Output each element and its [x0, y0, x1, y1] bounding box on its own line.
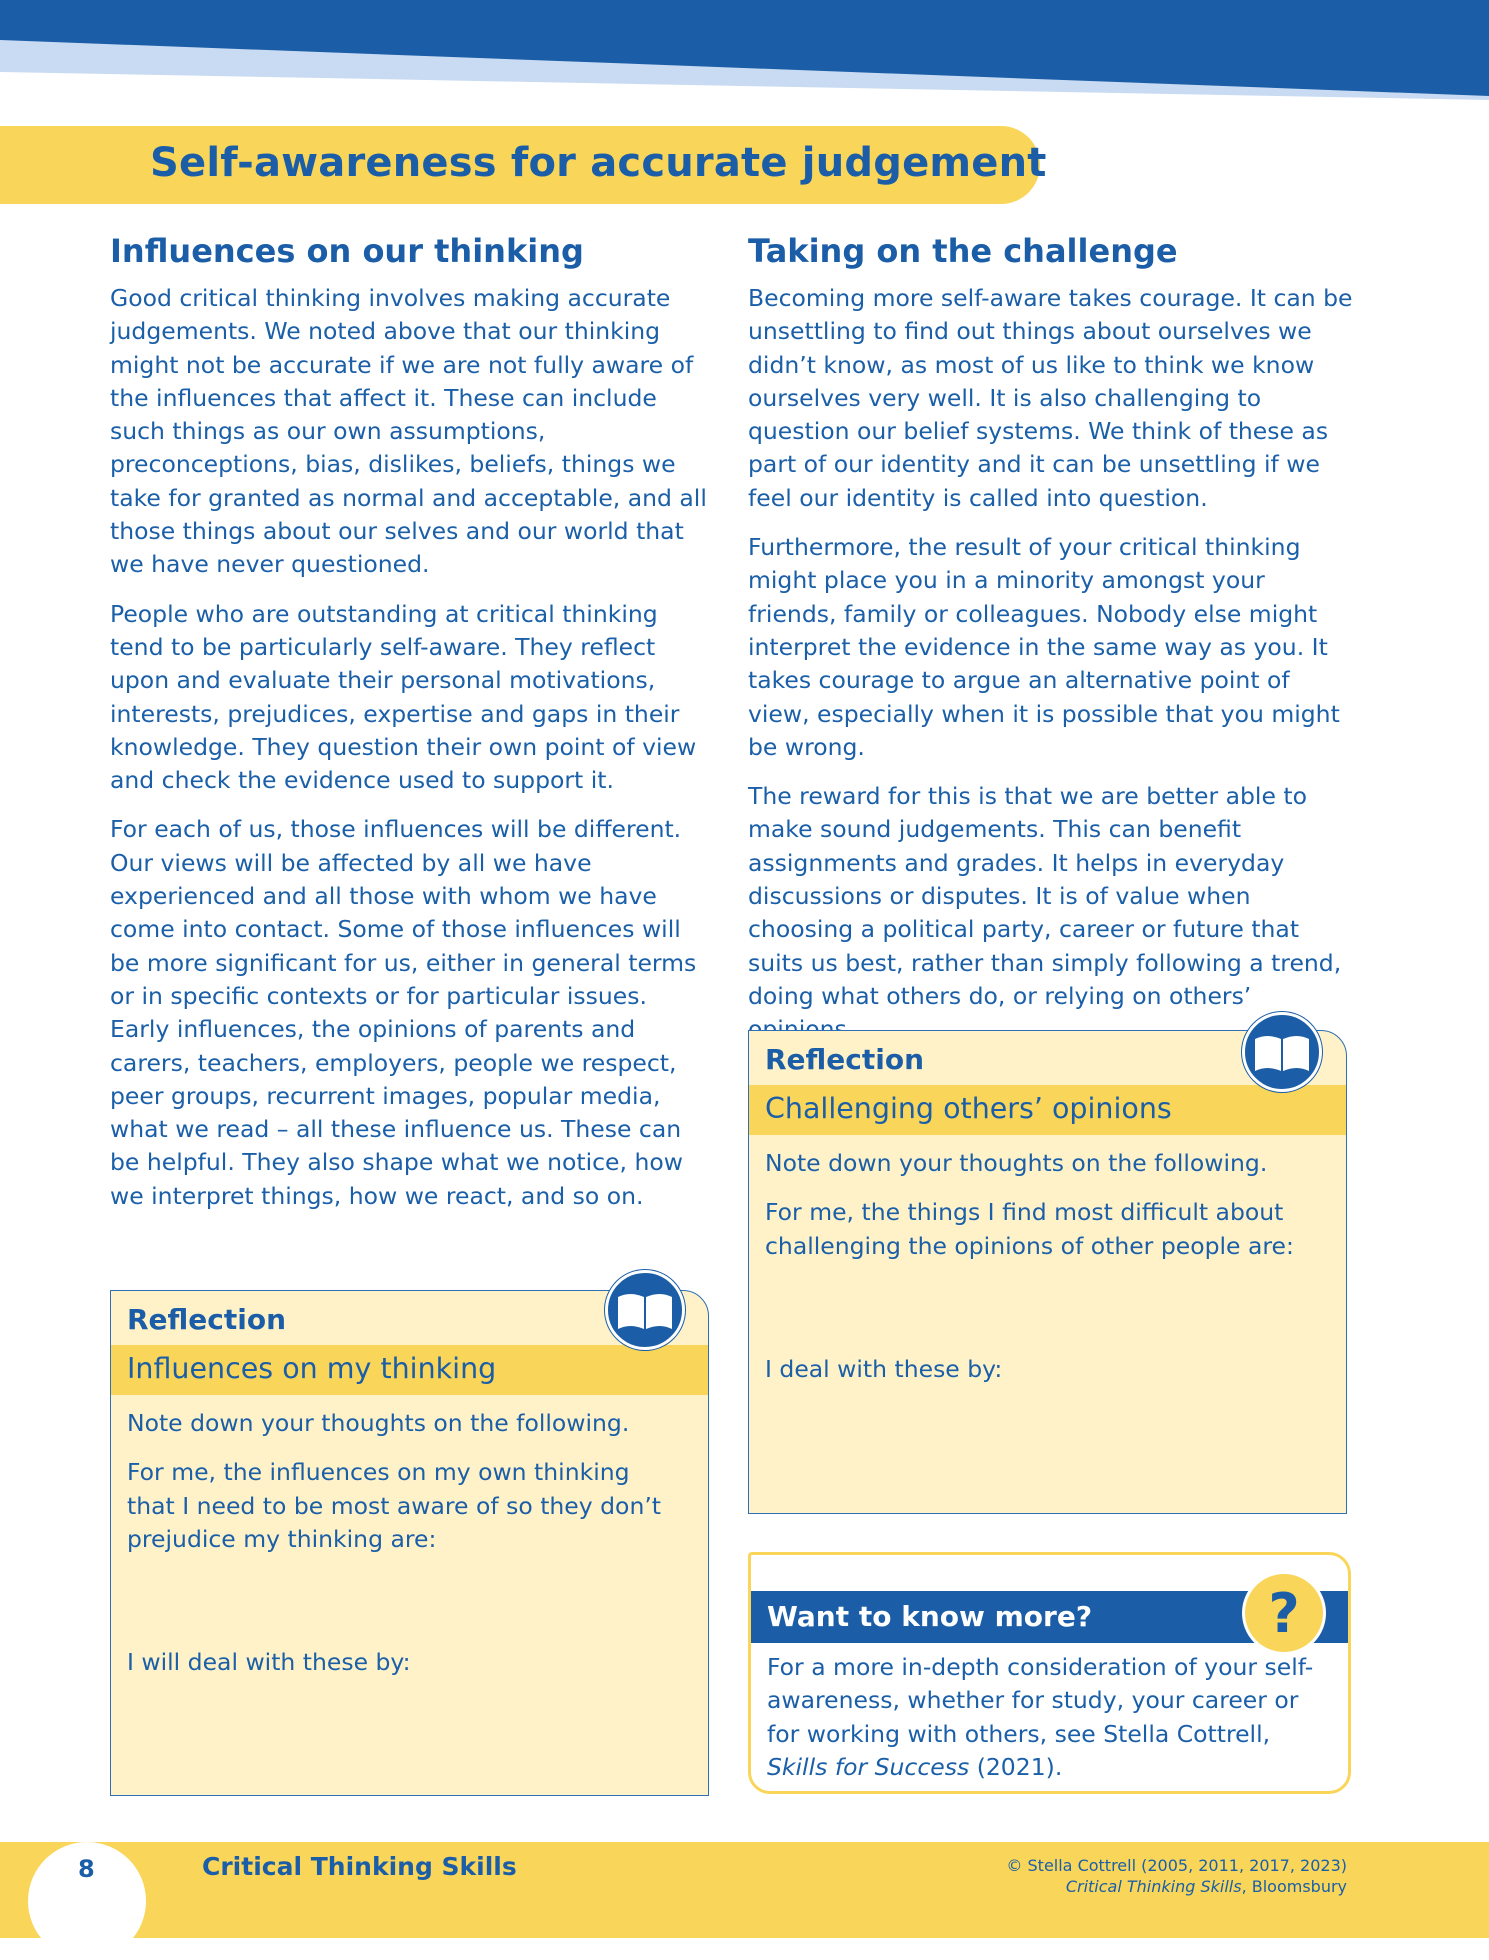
copyright-line-2 [1006, 1876, 1347, 1897]
copyright [1006, 1855, 1347, 1897]
reflection-subtitle-bar [111, 1345, 708, 1395]
reflection-prompt-2: I will deal with these by: [127, 1648, 411, 1677]
copyright-publisher: , Bloomsbury [1241, 1877, 1347, 1896]
left-paragraph-1: Good critical thinking involves making accurate judgements. We noted above that our thinking might not be accurate if we are not fully aware of the influences that affect it. These can include such things as our own assumptions, preconceptions, bias, dislikes, beliefs, things we take for granted as normal and acceptable, and all those things about our selves and our world that we have never questioned. [110, 284, 707, 579]
reflection-subtitle-bar [749, 1085, 1346, 1135]
svg-text:?: ? [1268, 1582, 1300, 1645]
book-icon [1242, 1012, 1322, 1092]
reflection-body [127, 1407, 692, 1695]
want-to-know-more-text [767, 1651, 1330, 1784]
reflection-prompt-1: For me, the influences on my own thinking that I need to be most aware of so they don’t prejudice my thinking are: [127, 1458, 662, 1553]
left-heading: Influences on our thinking [110, 232, 584, 270]
right-heading: Taking on the challenge [748, 232, 1178, 270]
reflection-label: Reflection [127, 1303, 287, 1336]
copyright-title: Critical Thinking Skills [1065, 1877, 1242, 1896]
right-column [748, 232, 1353, 1063]
page-title-banner [0, 126, 1047, 204]
reflection-intro: Note down your thoughts on the following. [765, 1149, 1268, 1177]
right-paragraph-3: The reward for this is that we are better able to make sound judgements. This can benefit assignments and grades. It helps in everyday discussions or disputes. It is of value when choosing a political party, career or future that suits us best, rather than simply following a trend, doing what others do, or relying on others’ [748, 782, 1342, 1010]
book-reference: Skills for Success [767, 1752, 970, 1781]
want-to-know-more-box [748, 1552, 1351, 1794]
right-paragraph-1: Becoming more self-aware takes courage. It can be unsettling to find out things about ourselves we didn’t know, as most of us like to think we know ourselves very well. It is also challenging to question our belief systems. We think of these as part of our identity and it can be unsettling if we feel our identity is called into question. [748, 284, 1353, 512]
reflection-intro: Note down your thoughts on the following. [127, 1409, 630, 1437]
book-icon [605, 1270, 685, 1350]
left-paragraph-3: For each of us, those influences will be different. Our views will be affected by all we have experienced and all those with whom we have come into contact. Some of those influences will be more significant for us, either in general terms or in specific contexts or for particular issues. Early influences, the opinions of parents and carers, teachers, employers, people we respect, peer groups, recurrent images, popular media, what we read – all these influence us. These can be helpful. They also shape what we notice, how we interpret things, how we react, and so on. [110, 815, 697, 1210]
left-paragraph-2: People who are outstanding at critical thinking tend to be particularly self-aware. They reflect upon and evaluate their personal motivations, interests, prejudices, expertise and gaps in their knowledge. They question their own point of view and check the evidence used to support it. [110, 599, 697, 795]
reflection-subtitle: Influences on my thinking [127, 1352, 497, 1385]
want-to-know-more-body [767, 1651, 1330, 1784]
reflection-label: Reflection [765, 1043, 925, 1076]
reflection-body [765, 1147, 1330, 1402]
reflection-box-right [748, 1030, 1347, 1514]
reflection-prompt-2: I deal with these by: [765, 1354, 1003, 1383]
want-to-know-more-text-after: (2021). [969, 1752, 1063, 1781]
copyright-line-1: © Stella Cottrell (2005, 2011, 2017, 2023) [1006, 1856, 1347, 1875]
right-paragraph-2: Furthermore, the result of your critical thinking might place you in a minority amongst your friends, family or colleagues. Nobody else might interpret the evidence in the same way as you. It takes courage to argue an alternative point of view, especially when it is possible that you might be wrong. [748, 533, 1340, 761]
reflection-prompt-1: For me, the things I find most difficult about challenging the opinions of other people are: [765, 1198, 1294, 1260]
want-to-know-more-text-before: For a more in-depth consideration of your self-awareness, whether for study, your career or for working with others, see Stella Cottrell, [767, 1653, 1314, 1748]
reflection-subtitle: Challenging others’ opinions [765, 1092, 1172, 1125]
want-to-know-more-title: Want to know more? [767, 1600, 1093, 1633]
page-title: Self-awareness for accurate judgement [150, 140, 1047, 186]
top-decorative-band [0, 0, 1489, 100]
question-icon [1242, 1571, 1326, 1655]
reflection-box-left [110, 1290, 709, 1796]
page-number: 8 [78, 1855, 95, 1883]
footer-book-title: Critical Thinking Skills [202, 1852, 517, 1881]
left-column [110, 232, 710, 1229]
